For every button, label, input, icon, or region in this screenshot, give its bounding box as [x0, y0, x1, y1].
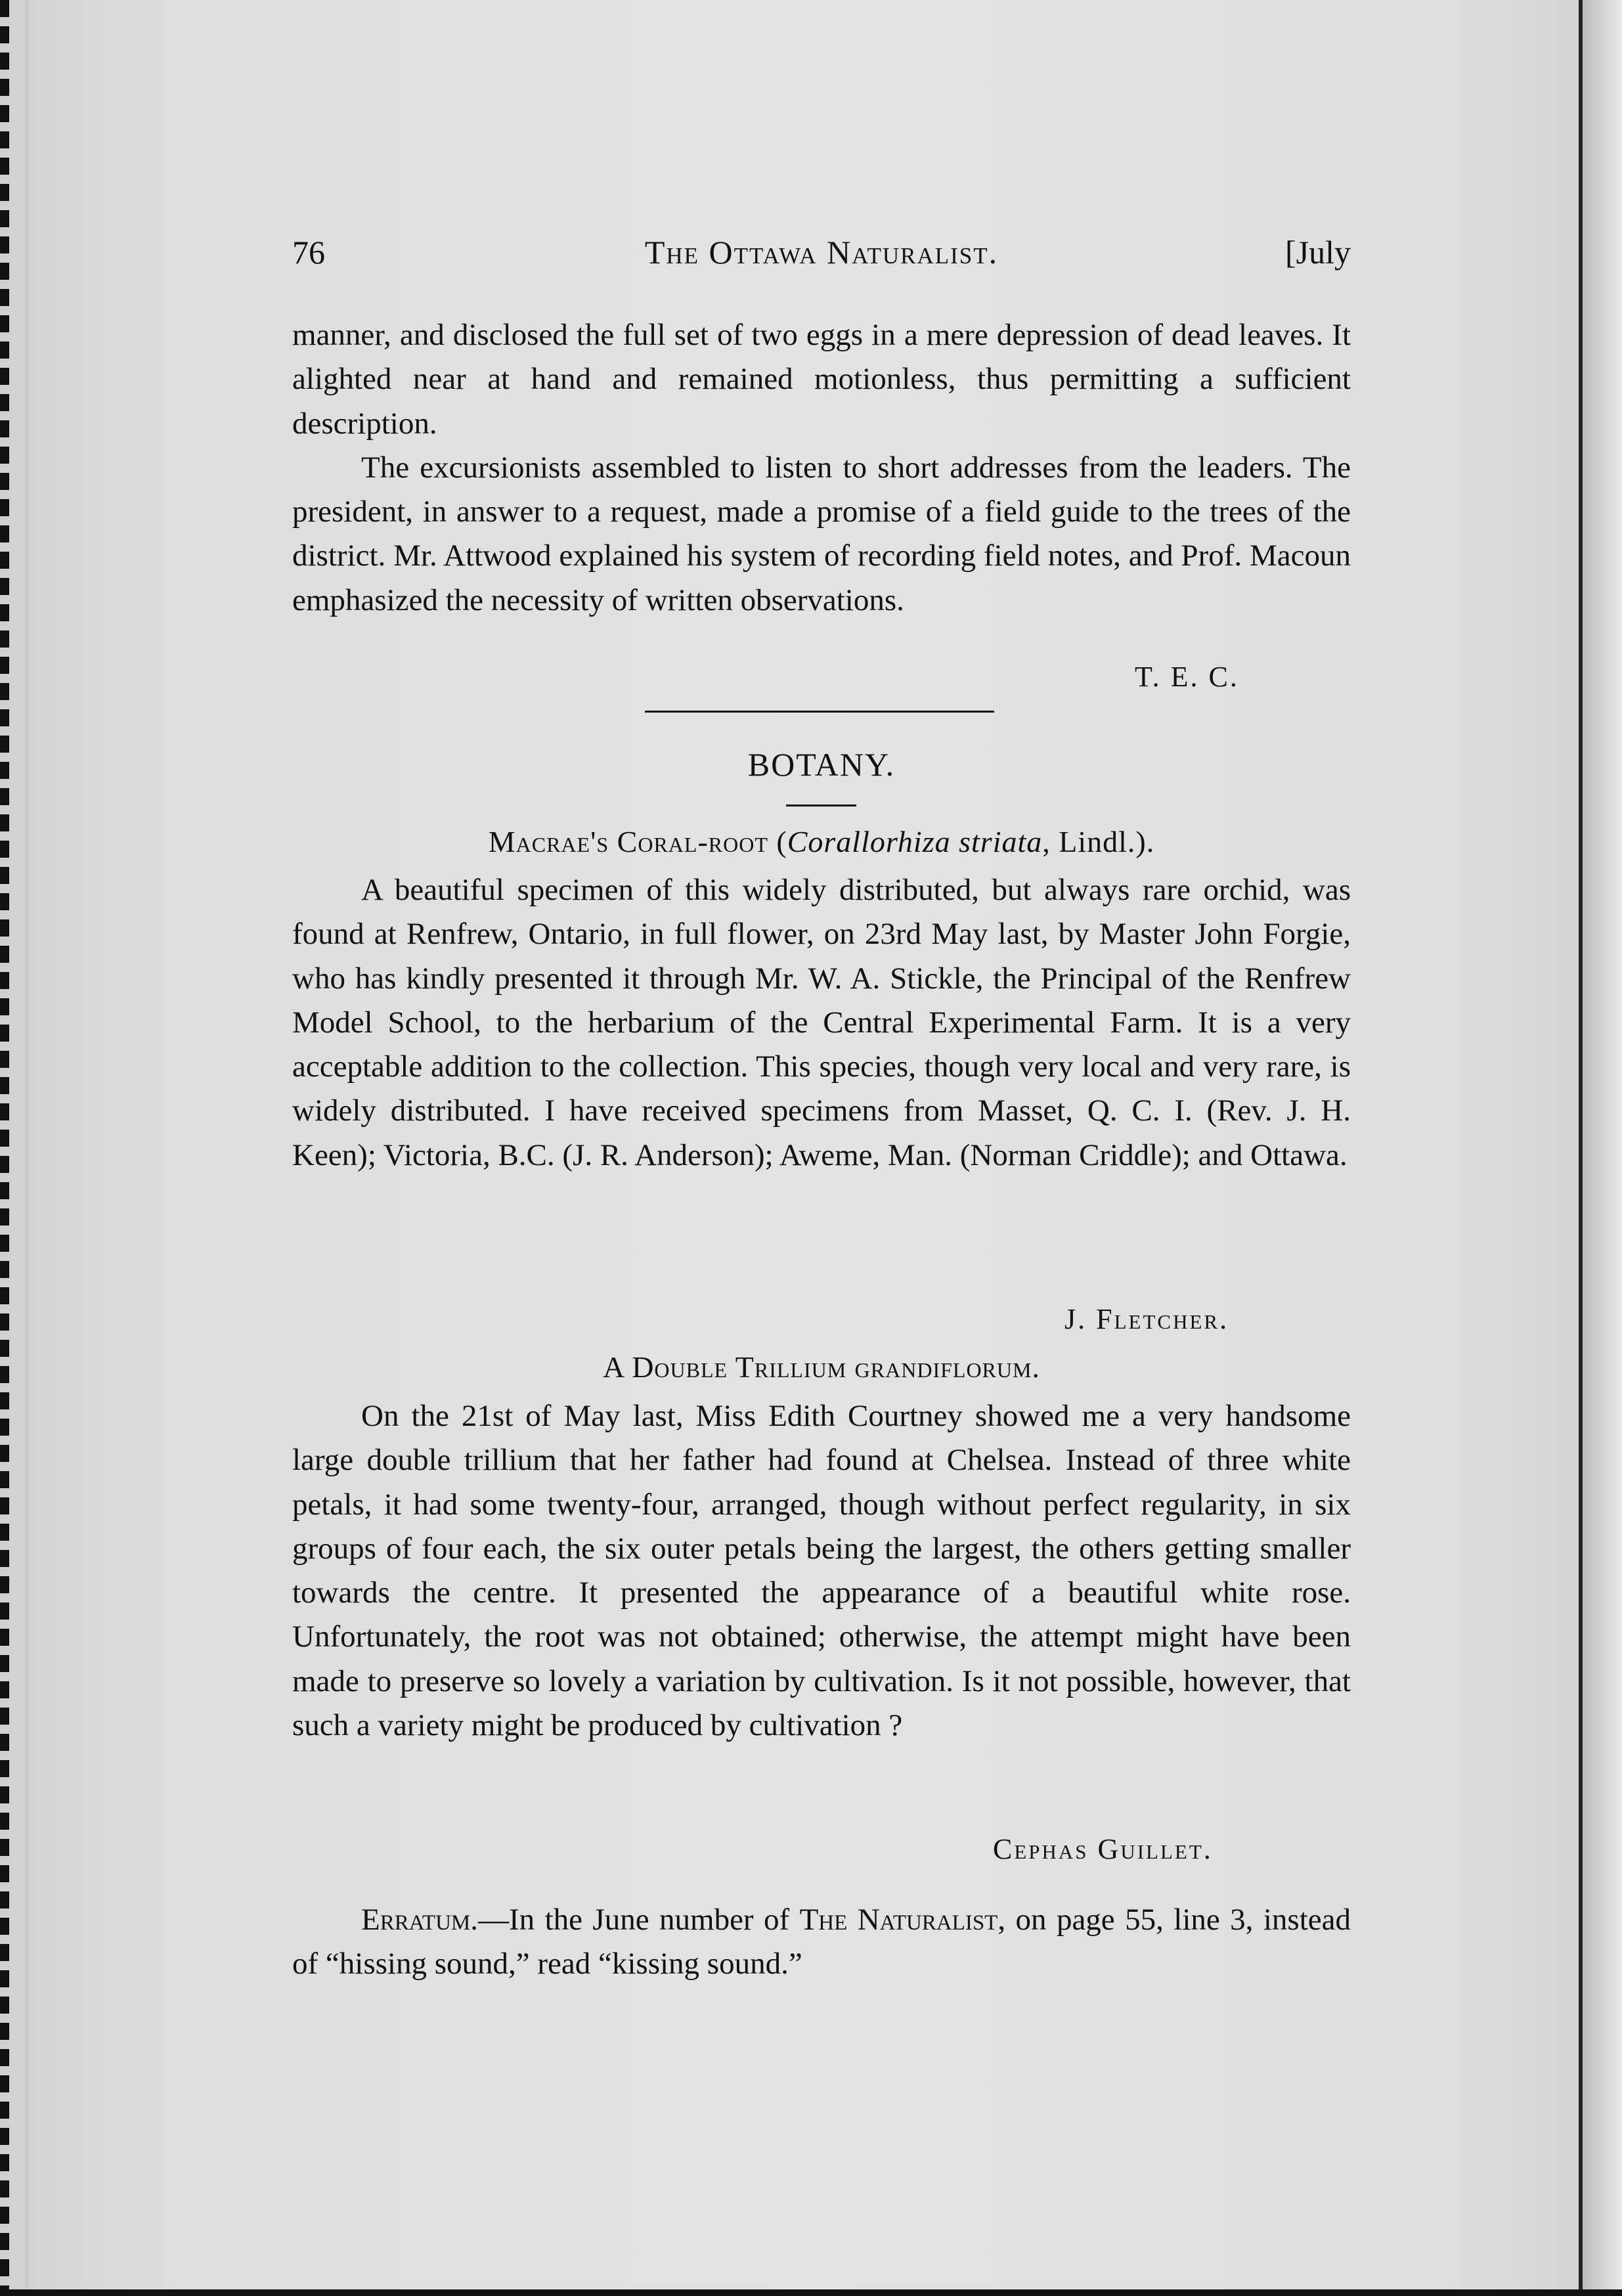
page-number: 76: [292, 234, 325, 271]
heading-underline-rule: [786, 805, 856, 806]
species-name: Corallorhiza striata: [787, 825, 1043, 858]
issue-month: [July: [1285, 234, 1351, 271]
coral-root-body: A beautiful specimen of this widely distributed, but always rare orchid, was found at Renfrew, Ontario, in full flower, on 23rd May last, by Master John Forgie, who has kindly presented it through Mr. W. A. Stickle, the Principal of the Renfrew Model School, to the herbarium of the Central Experimental Farm. It is a very acceptable addition to the collection. This species, though very local and very rare, is widely distributed. I have received specimens from Masset, Q. C. I. (Rev. J. H. Keen); Victoria, B.C. (J. R. Anderson); Aweme, Man. (Norman Criddle); and Ottawa.: [292, 873, 1351, 1172]
article-title-part: Macrae's Coral-root (: [488, 825, 787, 858]
article-title-coral-root: [292, 824, 1351, 859]
coral-root-article: [292, 868, 1351, 1178]
scan-left-border: [0, 0, 9, 2296]
erratum-text-part: , on page 55, line 3, instead of “hissing sound,” read “kissing sound.”: [292, 1903, 1351, 1981]
trillium-article: [292, 1394, 1351, 1748]
coral-root-signature: J. Fletcher.: [1064, 1303, 1229, 1335]
journal-reference: The Naturalist: [799, 1903, 998, 1937]
scan-right-page-fold: [1583, 0, 1622, 2296]
erratum-text-part: —In the June number of: [478, 1903, 800, 1937]
erratum-label: Erratum.: [361, 1903, 478, 1937]
erratum-text: [292, 1898, 1351, 1987]
trillium-signature: Cephas Guillet.: [993, 1833, 1213, 1865]
journal-title: The Ottawa Naturalist.: [644, 234, 999, 271]
scan-left-margin-line: [25, 0, 29, 2296]
scan-bottom-border: [0, 2289, 1622, 2296]
section-heading-botany: BOTANY.: [747, 746, 896, 783]
excursion-paragraph-2: The excursionists assembled to listen to short addresses from the leaders. The president, in answer to a request, made a promise of a field guide to the trees of the district. Mr. Attwood explained his system of recording field notes, and Prof. Macoun emphasized the necessity of written observations.: [292, 450, 1351, 617]
trillium-body: On the 21st of May last, Miss Edith Courtney showed me a very handsome large double trillium that her father had found at Chelsea. Instead of three white petals, it had some twenty-four, arranged, though without perfect regularity, in six groups of four each, the six outer petals being the largest, the others getting smaller towards the centre. It presented the appearance of a beautiful white rose. Unfortunately, the root was not obtained; otherwise, the attempt might have been made to preserve so lovely a variation by cultivation. Is it not possible, however, that such a variety might be produced by cultivation ?: [292, 1399, 1351, 1743]
section-divider-rule: [645, 711, 994, 713]
excursion-paragraph-1: manner, and disclosed the full set of two eggs in a mere depression of dead leaves. It alighted near at hand and remained motionless, thus permitting a sufficient description.: [292, 318, 1351, 441]
excursion-report: [292, 313, 1351, 623]
article-title-part: , Lindl.).: [1042, 825, 1155, 858]
scan-right-border: [1579, 0, 1583, 2296]
erratum-note: [292, 1898, 1351, 1987]
running-head: [292, 233, 1351, 273]
excursion-signature: T. E. C.: [1135, 661, 1239, 693]
article-title-trillium: A Double Trillium grandiflorum.: [603, 1350, 1040, 1384]
